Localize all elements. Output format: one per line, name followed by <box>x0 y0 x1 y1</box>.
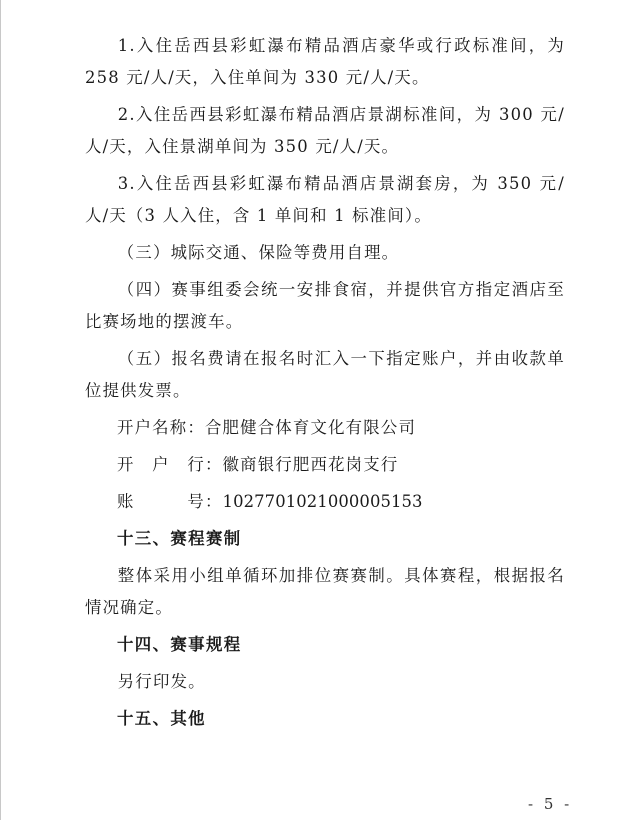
document-page <box>85 30 565 740</box>
account-number-row <box>85 486 565 518</box>
section-14-heading: 十四、赛事规程 <box>117 635 242 654</box>
account-number-value: 1027701021000005153 <box>222 492 423 511</box>
paragraph-item-1: 1.入住岳西县彩虹瀑布精品酒店豪华或行政标准间，为 258 元/人/天，入住单间为 330 元/人/天。 <box>85 36 565 87</box>
account-name-label: 开户名称： <box>117 418 205 437</box>
paragraph-section-4: （四）赛事组委会统一安排食宿，并提供官方指定酒店至比赛场地的摆渡车。 <box>85 280 565 331</box>
paragraph-item-2: 2.入住岳西县彩虹瀑布精品酒店景湖标准间，为 300 元/人/天，入住景湖单间为 350 元/人/天。 <box>85 105 565 156</box>
section-13-heading: 十三、赛程赛制 <box>117 529 242 548</box>
account-bank-value: 徽商银行肥西花岗支行 <box>222 455 399 474</box>
page-edge <box>0 0 1 820</box>
paragraph-section-3: （三）城际交通、保险等费用自理。 <box>117 243 400 262</box>
section-13-body: 整体采用小组单循环加排位赛赛制。具体赛程，根据报名情况确定。 <box>85 566 565 617</box>
section-15-heading: 十五、其他 <box>117 709 206 728</box>
account-bank-row <box>85 449 565 481</box>
paragraph-section-5: （五）报名费请在报名时汇入一下指定账户，并由收款单位提供发票。 <box>85 349 565 400</box>
account-name-row <box>85 412 565 444</box>
account-name-value: 合肥健合体育文化有限公司 <box>204 418 417 437</box>
account-bank-label: 开 户 行： <box>117 455 223 474</box>
account-number-label: 账 号： <box>117 492 223 511</box>
paragraph-item-3: 3.入住岳西县彩虹瀑布精品酒店景湖套房，为 350 元/人/天（3 人入住，含 1 单间和 1 标准间）。 <box>85 174 565 225</box>
page-number: - 5 - <box>528 795 573 813</box>
section-14-body: 另行印发。 <box>117 672 206 691</box>
